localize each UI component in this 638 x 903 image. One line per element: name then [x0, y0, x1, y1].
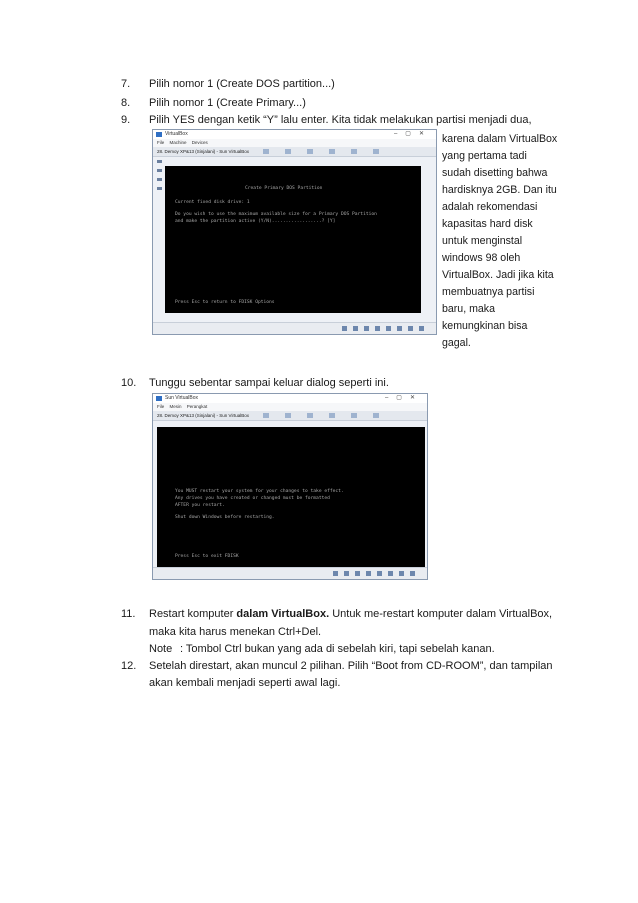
- step-12-number: 12.: [121, 660, 137, 672]
- side-note-line: VirtualBox. Jadi jika kita: [442, 269, 554, 281]
- step-12-line-1: Setelah direstart, akan muncul 2 pilihan. Pilih “Boot from CD-ROOM”, dan tampilan: [149, 660, 553, 672]
- step-12-line-2: akan kembali menjadi seperti awal lagi.: [149, 677, 341, 689]
- toolbar-icons: [263, 149, 383, 154]
- side-note-line: kapasitas hard disk: [442, 218, 533, 230]
- side-note-line: sudah disetting bahwa: [442, 167, 548, 179]
- side-note-line: hardisknya 2GB. Dan itu: [442, 184, 557, 196]
- menu-bar: [153, 139, 436, 147]
- side-note-line: baru, maka: [442, 303, 495, 315]
- step-11-post: Untuk me-restart komputer dalam VirtualBox,: [329, 608, 553, 620]
- side-note-line: yang pertama tadi: [442, 150, 527, 162]
- screen-line: and make the partition active (Y/N)..................? [Y]: [175, 219, 336, 224]
- screen-line: You MUST restart your system for your changes to take effect.: [175, 489, 344, 494]
- step-11-note-text: : Tombol Ctrl bukan yang ada di sebelah kiri, tapi sebelah kanan.: [180, 643, 495, 655]
- step-11-number: 11.: [121, 608, 136, 620]
- step-11-line-1: [149, 607, 552, 621]
- toolbar: [153, 411, 427, 421]
- step-11-note-label: Note: [149, 643, 173, 655]
- side-icons: [157, 160, 162, 190]
- virtualbox-icon: [156, 132, 162, 137]
- toolbar-icons: [263, 413, 383, 418]
- side-note-line: gagal.: [442, 337, 471, 349]
- step-11-line-2: maka kita harus menekan Ctrl+Del.: [149, 626, 322, 638]
- toolbar: [153, 147, 436, 157]
- side-note-line: karena dalam VirtualBox: [442, 133, 558, 145]
- menu-items: File Mesin Perangkat: [157, 404, 208, 409]
- menu-bar: [153, 403, 427, 411]
- screen-line: Do you wish to use the maximum available size for a Primary DOS Partition: [175, 212, 377, 217]
- screen-line: Press Esc to exit FDISK: [175, 554, 239, 559]
- window-title: Sun VirtualBox: [165, 395, 198, 401]
- side-note-line: untuk menginstal: [442, 235, 523, 247]
- step-8-number: 8.: [121, 97, 131, 109]
- virtualbox-window-restart-dialog: [152, 393, 428, 580]
- screen-line: AFTER you restart.: [175, 503, 225, 508]
- vm-title: 28. Demoy XP&13 (Sinjalani) - Sun VirtualBox: [157, 413, 249, 418]
- window-controls: –▢✕: [393, 131, 432, 137]
- side-note-line: windows 98 oleh: [442, 252, 521, 264]
- vm-title: 28. Demoy XP&13 (Sinjalani) - Sun VirtualBox: [157, 149, 249, 154]
- virtualbox-icon: [156, 396, 162, 401]
- status-bar: [153, 322, 436, 334]
- step-7-text: Pilih nomor 1 (Create DOS partition...): [149, 78, 335, 90]
- menu-items: File Machine Devices: [157, 140, 208, 145]
- step-9-text: Pilih YES dengan ketik “Y” lalu enter. Kita tidak melakukan partisi menjadi dua,: [149, 114, 532, 126]
- window-title: VirtualBox: [165, 131, 188, 137]
- screen-line: Press Esc to return to FDISK Options: [175, 300, 275, 305]
- vm-screen: [165, 166, 421, 313]
- virtualbox-window-fdisk-create: [152, 129, 437, 335]
- screen-line: Create Primary DOS Partition: [245, 186, 323, 191]
- step-7-number: 7.: [121, 78, 131, 90]
- window-controls: –▢✕: [384, 395, 423, 401]
- step-10-number: 10.: [121, 377, 137, 389]
- step-10-text: Tunggu sebentar sampai keluar dialog seperti ini.: [149, 377, 389, 389]
- screen-line: Any drives you have created or changed must be formatted: [175, 496, 330, 501]
- step-11-pre: Restart komputer: [149, 608, 237, 620]
- side-note-line: kemungkinan bisa: [442, 320, 528, 332]
- screen-line: Shut down Windows before restarting.: [175, 515, 275, 520]
- step-9-number: 9.: [121, 114, 131, 126]
- side-note-line: adalah rekomendasi: [442, 201, 538, 213]
- status-icons: [333, 571, 421, 576]
- step-8-text: Pilih nomor 1 (Create Primary...): [149, 97, 306, 109]
- status-icons: [342, 326, 430, 331]
- step-11-bold: dalam VirtualBox.: [236, 608, 330, 620]
- side-note-line: membuatnya partisi: [442, 286, 535, 298]
- status-bar: [153, 567, 427, 579]
- vm-screen: [157, 427, 425, 567]
- screen-line: Current fixed disk drive: 1: [175, 200, 250, 205]
